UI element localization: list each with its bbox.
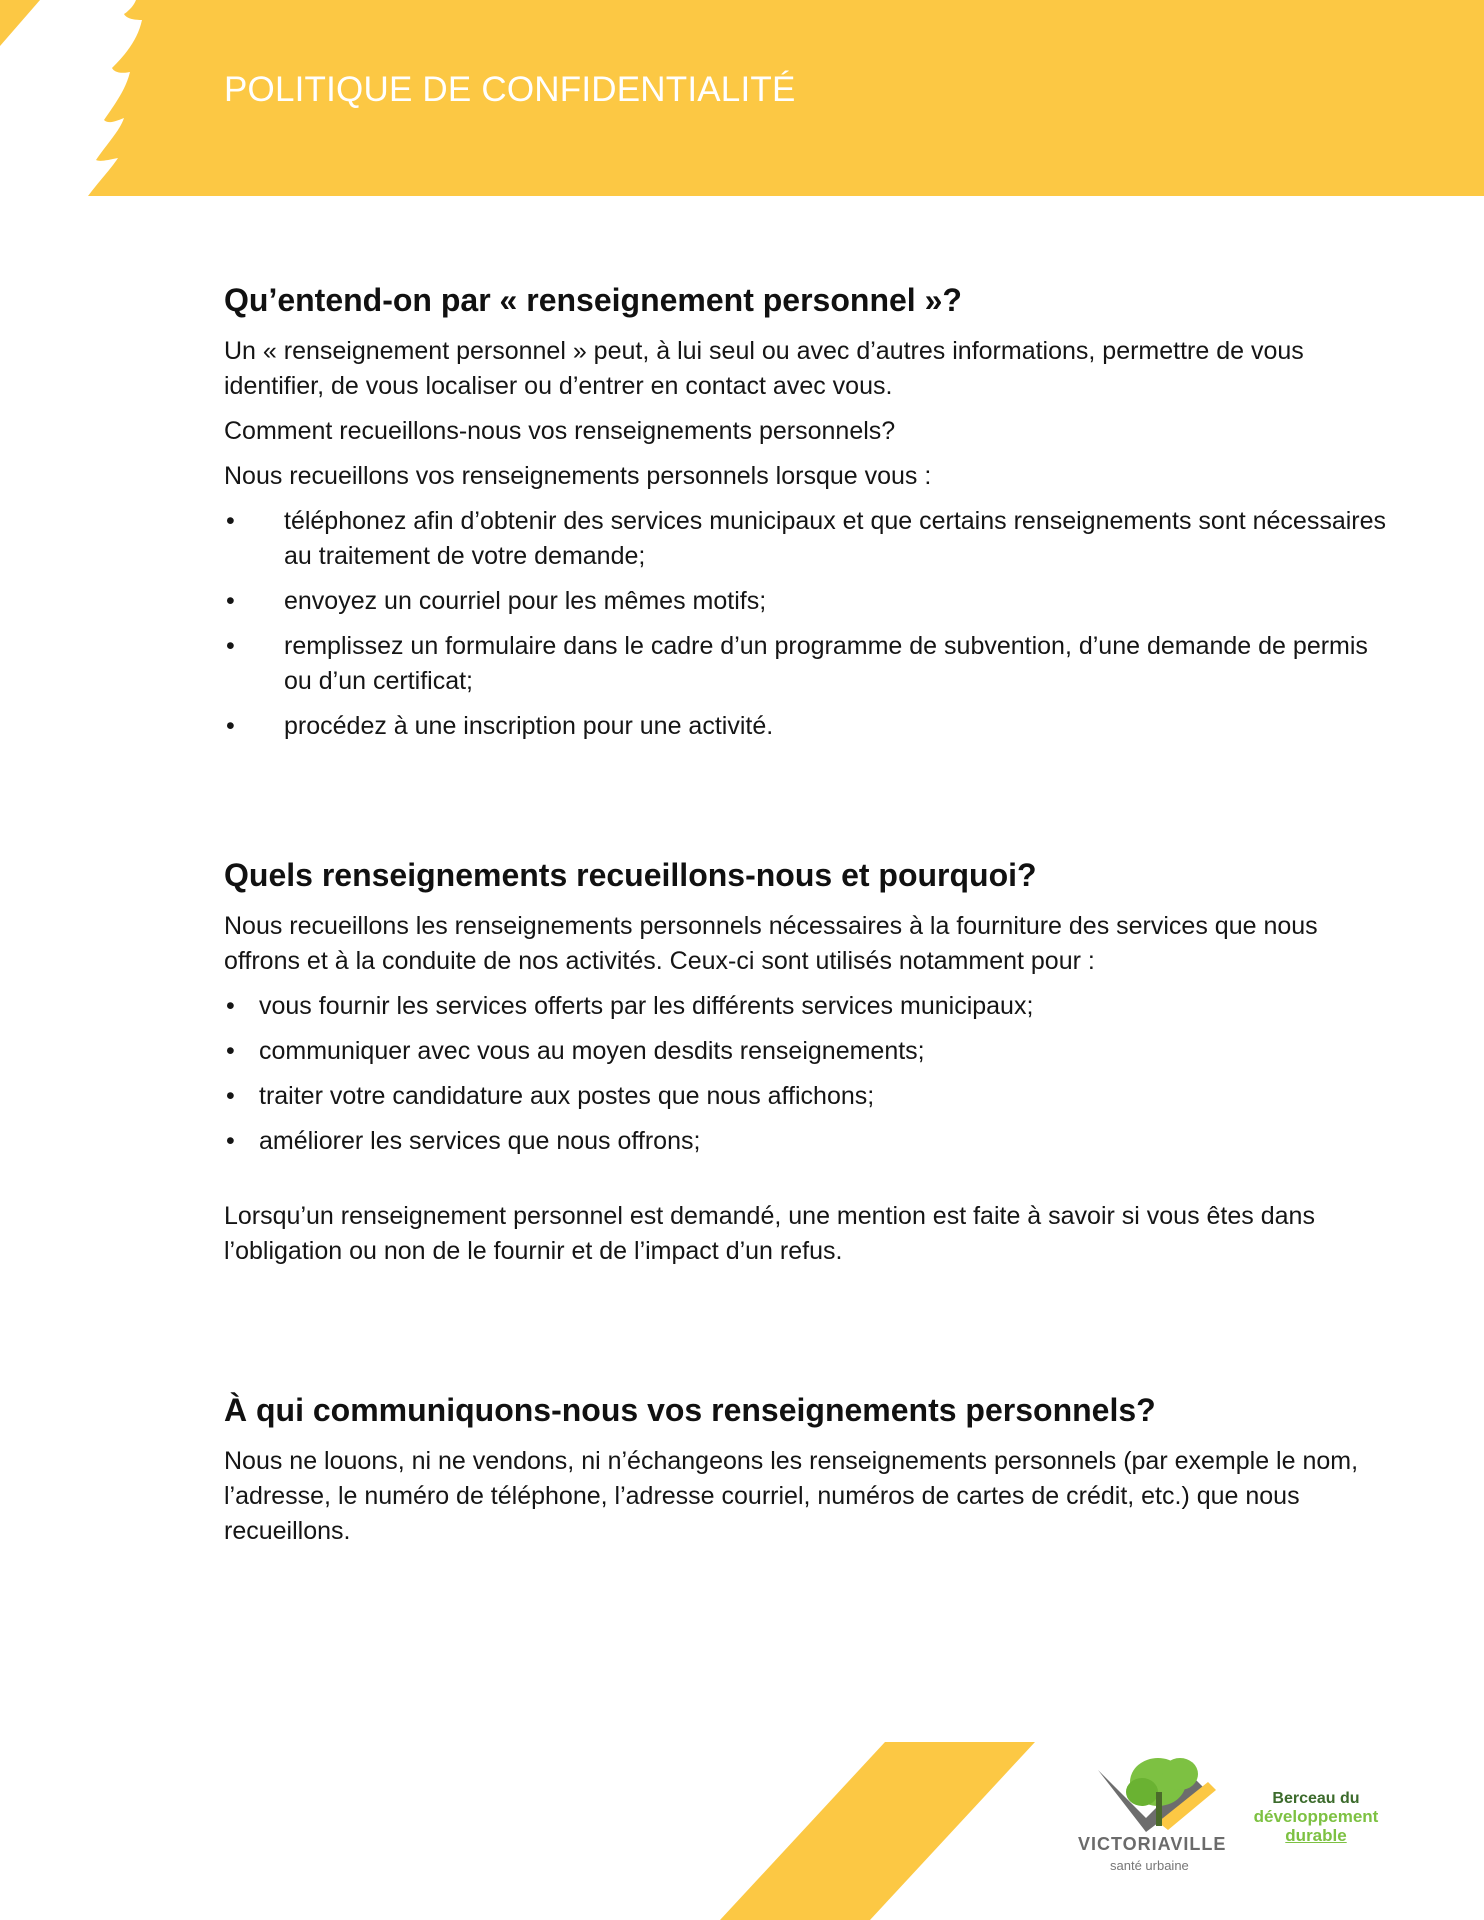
list-item: • vous fournir les services offerts par les différents services municipaux; [224, 989, 1394, 1024]
list-item: • traiter votre candidature aux postes que nous affichons; [224, 1079, 1394, 1114]
logo-subtitle: santé urbaine [1110, 1858, 1189, 1873]
paragraph: Nous recueillons les renseignements personnels nécessaires à la fourniture des services que nous offrons et à la conduite de nos activités. Ceux-ci sont utilisés notamment pour : [224, 912, 1318, 975]
victoriaville-logo [1070, 1752, 1240, 1902]
bullet-icon: • [226, 1127, 235, 1155]
paragraph: Un « renseignement personnel » peut, à lui seul ou avec d’autres informations, permettre de vous identifier, de vous localiser ou d’entrer en contact avec vous. [224, 337, 1304, 400]
list-item: • améliorer les services que nous offrons; [224, 1124, 1394, 1159]
bullet-icon: • [226, 632, 235, 660]
list-item: • téléphonez afin d’obtenir des services municipaux et que certains renseignements sont nécessaires au traitement de votre demande; [224, 504, 1394, 574]
paragraph: Nous recueillons vos renseignements personnels lorsque vous : [224, 462, 932, 490]
bullet-icon: • [226, 1082, 235, 1110]
bullet-icon: • [226, 992, 235, 1020]
tree-icon [1098, 1752, 1238, 1834]
paragraph: Nous ne louons, ni ne vendons, ni n’échangeons les renseignements personnels (par exemple le nom, l’adresse, le numéro de téléphone, l’adresse courriel, numéros de cartes de crédit, etc.) que nous recueillons. [224, 1447, 1359, 1545]
list-item: • remplissez un formulaire dans le cadre d’un programme de subvention, d’une demande de permis ou d’un certificat; [224, 629, 1394, 699]
list-item: • procédez à une inscription pour une activité. [224, 709, 1394, 744]
bullet-icon: • [226, 507, 235, 535]
bullet-list [224, 504, 1394, 744]
berceau-logo [1246, 1790, 1386, 1846]
section-personal-info-definition [224, 280, 1394, 754]
logo-line: durable [1285, 1826, 1347, 1845]
page-title: POLITIQUE DE CONFIDENTIALITÉ [224, 70, 796, 109]
logo-line: Berceau du [1272, 1790, 1360, 1807]
section-heading: Quels renseignements recueillons-nous et pourquoi? [224, 857, 1037, 893]
logo-line: développement [1253, 1807, 1379, 1826]
bullet-icon: • [226, 712, 235, 740]
bullet-icon: • [226, 1037, 235, 1065]
section-what-and-why [224, 855, 1394, 1279]
header-band [0, 0, 1484, 196]
list-item: • communiquer avec vous au moyen desdits renseignements; [224, 1034, 1394, 1069]
paragraph: Comment recueillons-nous vos renseignements personnels? [224, 417, 896, 445]
list-item: • envoyez un courriel pour les mêmes motifs; [224, 584, 1394, 619]
logo-name: VICTORIAVILLE [1078, 1834, 1227, 1854]
bullet-icon: • [226, 587, 235, 615]
bullet-list [224, 989, 1394, 1159]
section-heading: À qui communiquons-nous vos renseignements personnels? [224, 1392, 1156, 1428]
section-sharing [224, 1390, 1394, 1559]
paragraph: Lorsqu’un renseignement personnel est demandé, une mention est faite à savoir si vous êtes dans l’obligation ou non de le fournir et de l’impact d’un refus. [224, 1202, 1315, 1265]
section-heading: Qu’entend-on par « renseignement personnel »? [224, 282, 962, 318]
footer-stripe-shape [720, 1742, 1040, 1920]
